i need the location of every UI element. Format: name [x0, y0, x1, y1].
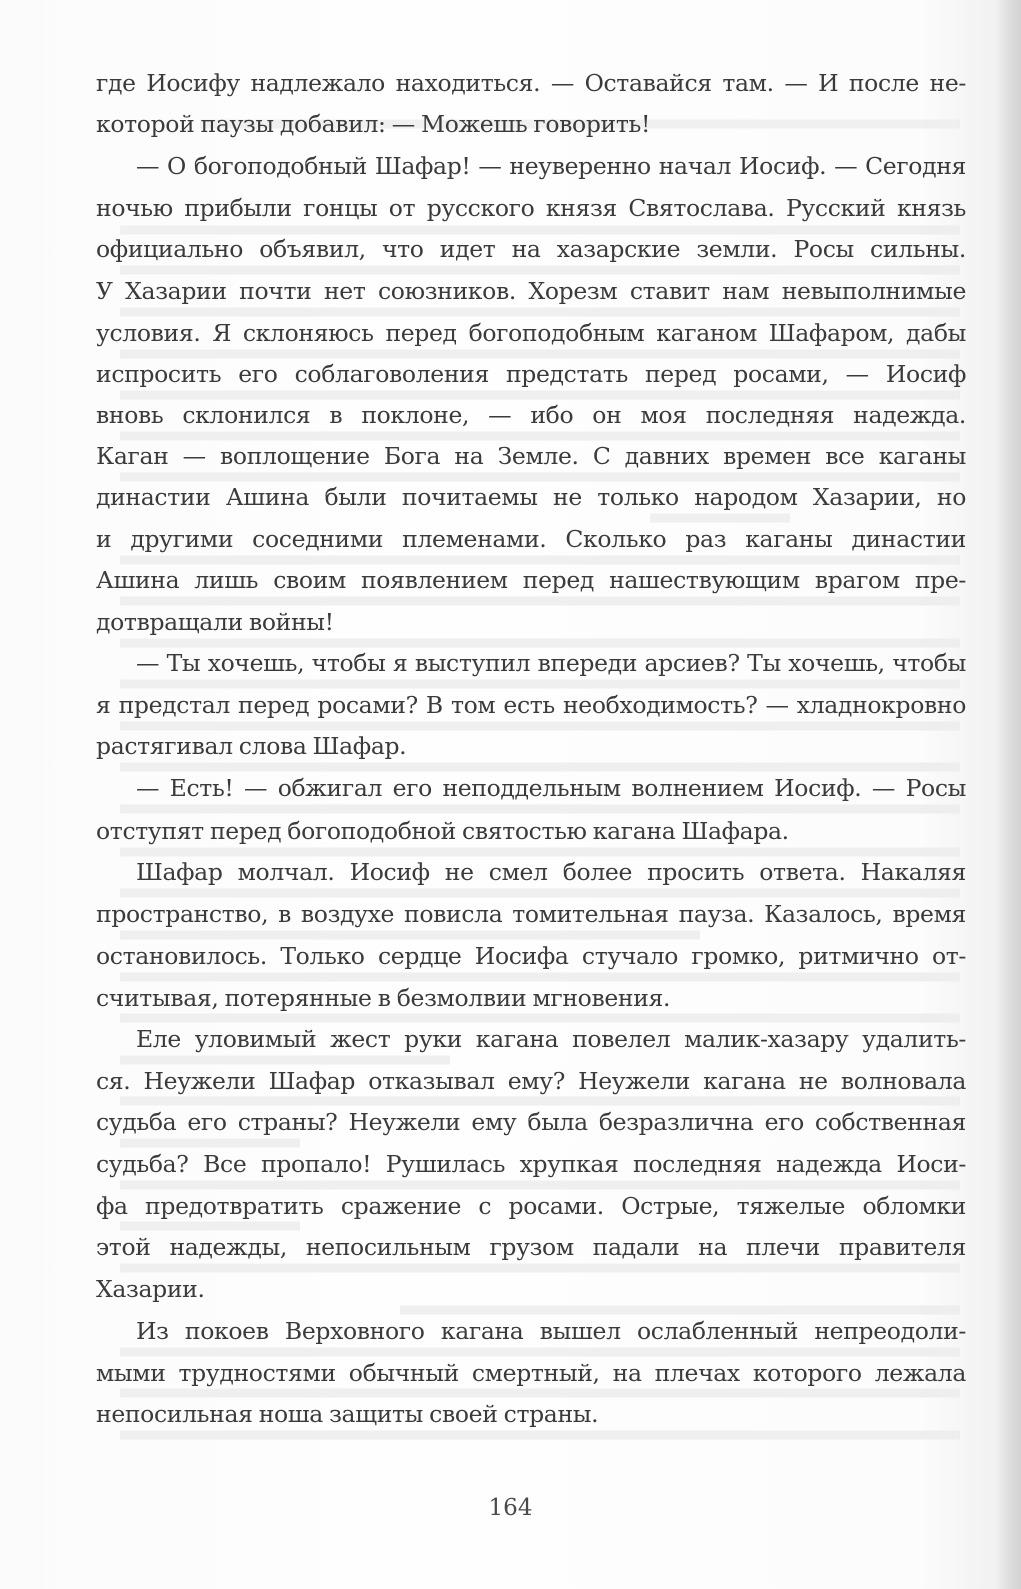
text-line: дотвращали войны! — [96, 608, 334, 636]
text-line: растягивал слова Шафар. — [96, 732, 407, 760]
text-line: Каган — воплощение Бога на Земле. С давних времен все каганы — [96, 442, 966, 470]
text-line: У Хазарии почти нет союзников. Хорезм ставит нам невыполнимые — [96, 277, 966, 305]
text-line: — О богоподобный Шафар! — неуверенно начал Иосиф. — Сегодня — [136, 152, 966, 180]
text-line: вновь склонился в поклоне, — ибо он моя последняя надежда. — [96, 401, 966, 429]
text-line: условия. Я склоняюсь перед богоподобным каганом Шафаром, дабы — [96, 319, 966, 347]
text-line: где Иосифу надлежало находиться. — Оставайся там. — И после не- — [96, 69, 966, 97]
text-line: Из покоев Верховного кагана вышел ослабленный непреодоли- — [136, 1317, 966, 1345]
text-line: отступят перед богоподобной святостью кагана Шафара. — [96, 817, 789, 845]
text-line: пространство, в воздухе повисла томительная пауза. Казалось, время — [96, 900, 966, 928]
text-line: ся. Неужели Шафар отказывал ему? Неужели кагана не волновала — [96, 1067, 966, 1095]
text-line: Хазарии. — [96, 1275, 205, 1303]
text-line: остановилось. Только сердце Иосифа стучало громко, ритмично от- — [96, 942, 966, 970]
text-line: мыми трудностями обычный смертный, на плечах которого лежала — [96, 1359, 966, 1387]
page-number: 164 — [488, 1495, 533, 1521]
text-line: я предстал перед росами? В том есть необходимость? — хладнокровно — [96, 691, 966, 719]
text-line: династии Ашина были почитаемы не только народом Хазарии, но — [96, 483, 966, 511]
text-line: которой паузы добавил: — Можешь говорить! — [96, 110, 651, 138]
text-line: — Ты хочешь, чтобы я выступил впереди арсиев? Ты хочешь, чтобы — [136, 649, 966, 677]
text-line: испросить его соблаговоления предстать перед росами, — Иосиф — [96, 360, 966, 388]
text-line: фа предотвратить сражение с росами. Острые, тяжелые обломки — [96, 1192, 966, 1220]
text-line: официально объявил, что идет на хазарские земли. Росы сильны. — [96, 235, 966, 263]
text-line: и другими соседними племенами. Сколько раз каганы династии — [96, 525, 966, 553]
text-line: непосильная ноша защиты своей страны. — [96, 1400, 599, 1428]
text-line: считывая, потерянные в безмолвии мгновения. — [96, 984, 671, 1012]
text-line: ночью прибыли гонцы от русского князя Святослава. Русский князь — [96, 194, 966, 222]
text-line: Еле уловимый жест руки кагана повелел малик-хазару удалить- — [136, 1025, 966, 1053]
text-line: судьба? Все пропало! Рушилась хрупкая последняя надежда Иоси- — [96, 1150, 966, 1178]
text-line: этой надежды, непосильным грузом падали на плечи правителя — [96, 1233, 966, 1261]
text-line: Шафар молчал. Иосиф не смел более просить ответа. Накаляя — [136, 858, 966, 886]
text-line: судьба его страны? Неужели ему была безразлична его собственная — [96, 1108, 966, 1136]
text-line: — Есть! — обжигал его неподдельным волнением Иосиф. — Росы — [136, 774, 966, 802]
text-line: Ашина лишь своим появлением перед нашествующим врагом пре- — [96, 566, 966, 594]
